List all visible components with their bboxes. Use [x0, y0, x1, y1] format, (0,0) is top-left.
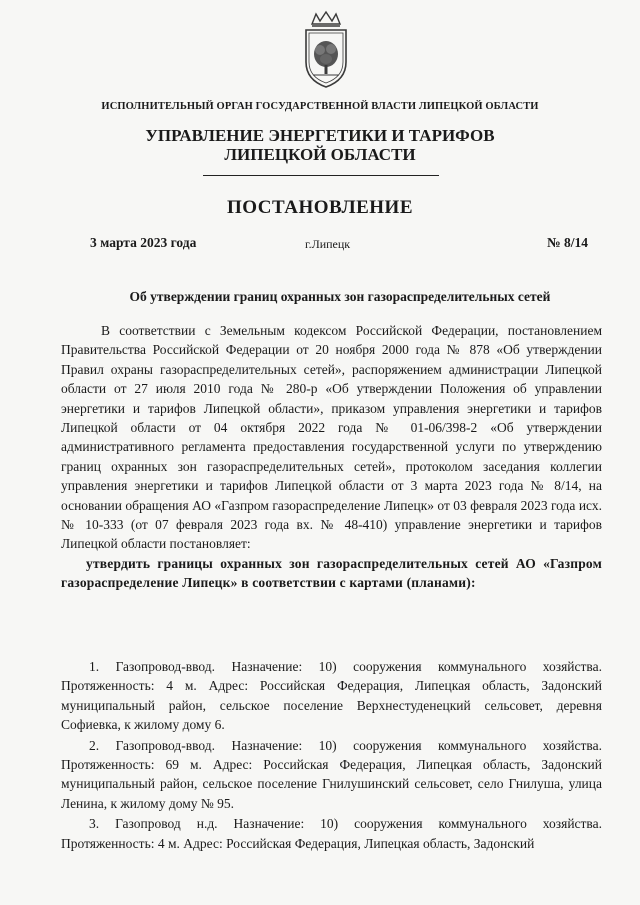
document-body	[61, 321, 602, 593]
department-line-2: ЛИПЕЦКОЙ ОБЛАСТИ	[224, 145, 416, 164]
issuer-name: ИСПОЛНИТЕЛЬНЫЙ ОРГАН ГОСУДАРСТВЕННОЙ ВЛАСТИ ЛИПЕЦКОЙ ОБЛАСТИ	[101, 101, 539, 112]
document-subject: Об утверждении границ охранных зон газораспределительных сетей	[129, 289, 551, 304]
document-type: ПОСТАНОВЛЕНИЕ	[226, 197, 414, 218]
list-item: 3. Газопровод н.д. Назначение: 10) сооружения коммунального хозяйства. Протяженность: 4 м. Адрес: Российская Федерация, Липецкая область, Задонский	[61, 816, 602, 851]
document-city: г.Липецк	[305, 237, 351, 251]
list-item: 1. Газопровод-ввод. Назначение: 10) сооружения коммунального хозяйства. Протяженность: 4 м. Адрес: Российская Федерация, Липецкая область, Задонский муниципальный район, сельское поселение Верхнестуденецкий сельсовет, деревня Софиевка, к жилому дому 6.	[61, 659, 602, 733]
items-list	[61, 657, 602, 854]
coat-of-arms-icon	[298, 10, 354, 90]
document-number: № 8/14	[547, 235, 588, 250]
department-line-1: УПРАВЛЕНИЕ ЭНЕРГЕТИКИ И ТАРИФОВ	[145, 126, 495, 145]
decree-paragraph: утвердить границы охранных зон газораспределительных сетей АО «Газпром газораспределение Липецк» в соответствии с картами (планами):	[61, 555, 602, 591]
list-item: 2. Газопровод-ввод. Назначение: 10) сооружения коммунального хозяйства. Протяженность: 69 м. Адрес: Российская Федерация, Липецкая область, Задонский муниципальный район, сельское поселение Гнилушинский сельсовет, село Гнилуша, улица Ленина, к жилому дому № 95.	[61, 737, 602, 811]
document-date: 3 марта 2023 года	[90, 235, 197, 250]
preamble-paragraph: В соответствии с Земельным кодексом Российской Федерации, постановлением Правительства Российской Федерации от 20 ноября 2000 года № 878 «Об утверждении Правил охраны газораспределительных сетей», распоряжением администрации Липецкой области от 27 июля 2010 года № 280-р «Об утверждении Положения об управлении энергетики и тарифов Липецкой области», приказом управления энергетики и тарифов Липецкой области от 04 октября 2022 года № 01-06/398-2 «Об утверждении административного регламента предоставления государственной услуги по утверждению границ охранных зон газораспределительных сетей», протоколом заседания коллегии управления энергетики и тарифов Липецкой области от 3 марта 2023 года № 8/14, на основании обращения АО «Газпром газораспределение Липецк» от 03 февраля 2023 года исх. № 10-333 (от 07 февраля 2023 года вх. № 48-410) управление энергетики и тарифов Липецкой области постановляет:	[61, 323, 602, 552]
header-divider	[203, 175, 439, 176]
department-name	[0, 126, 640, 164]
